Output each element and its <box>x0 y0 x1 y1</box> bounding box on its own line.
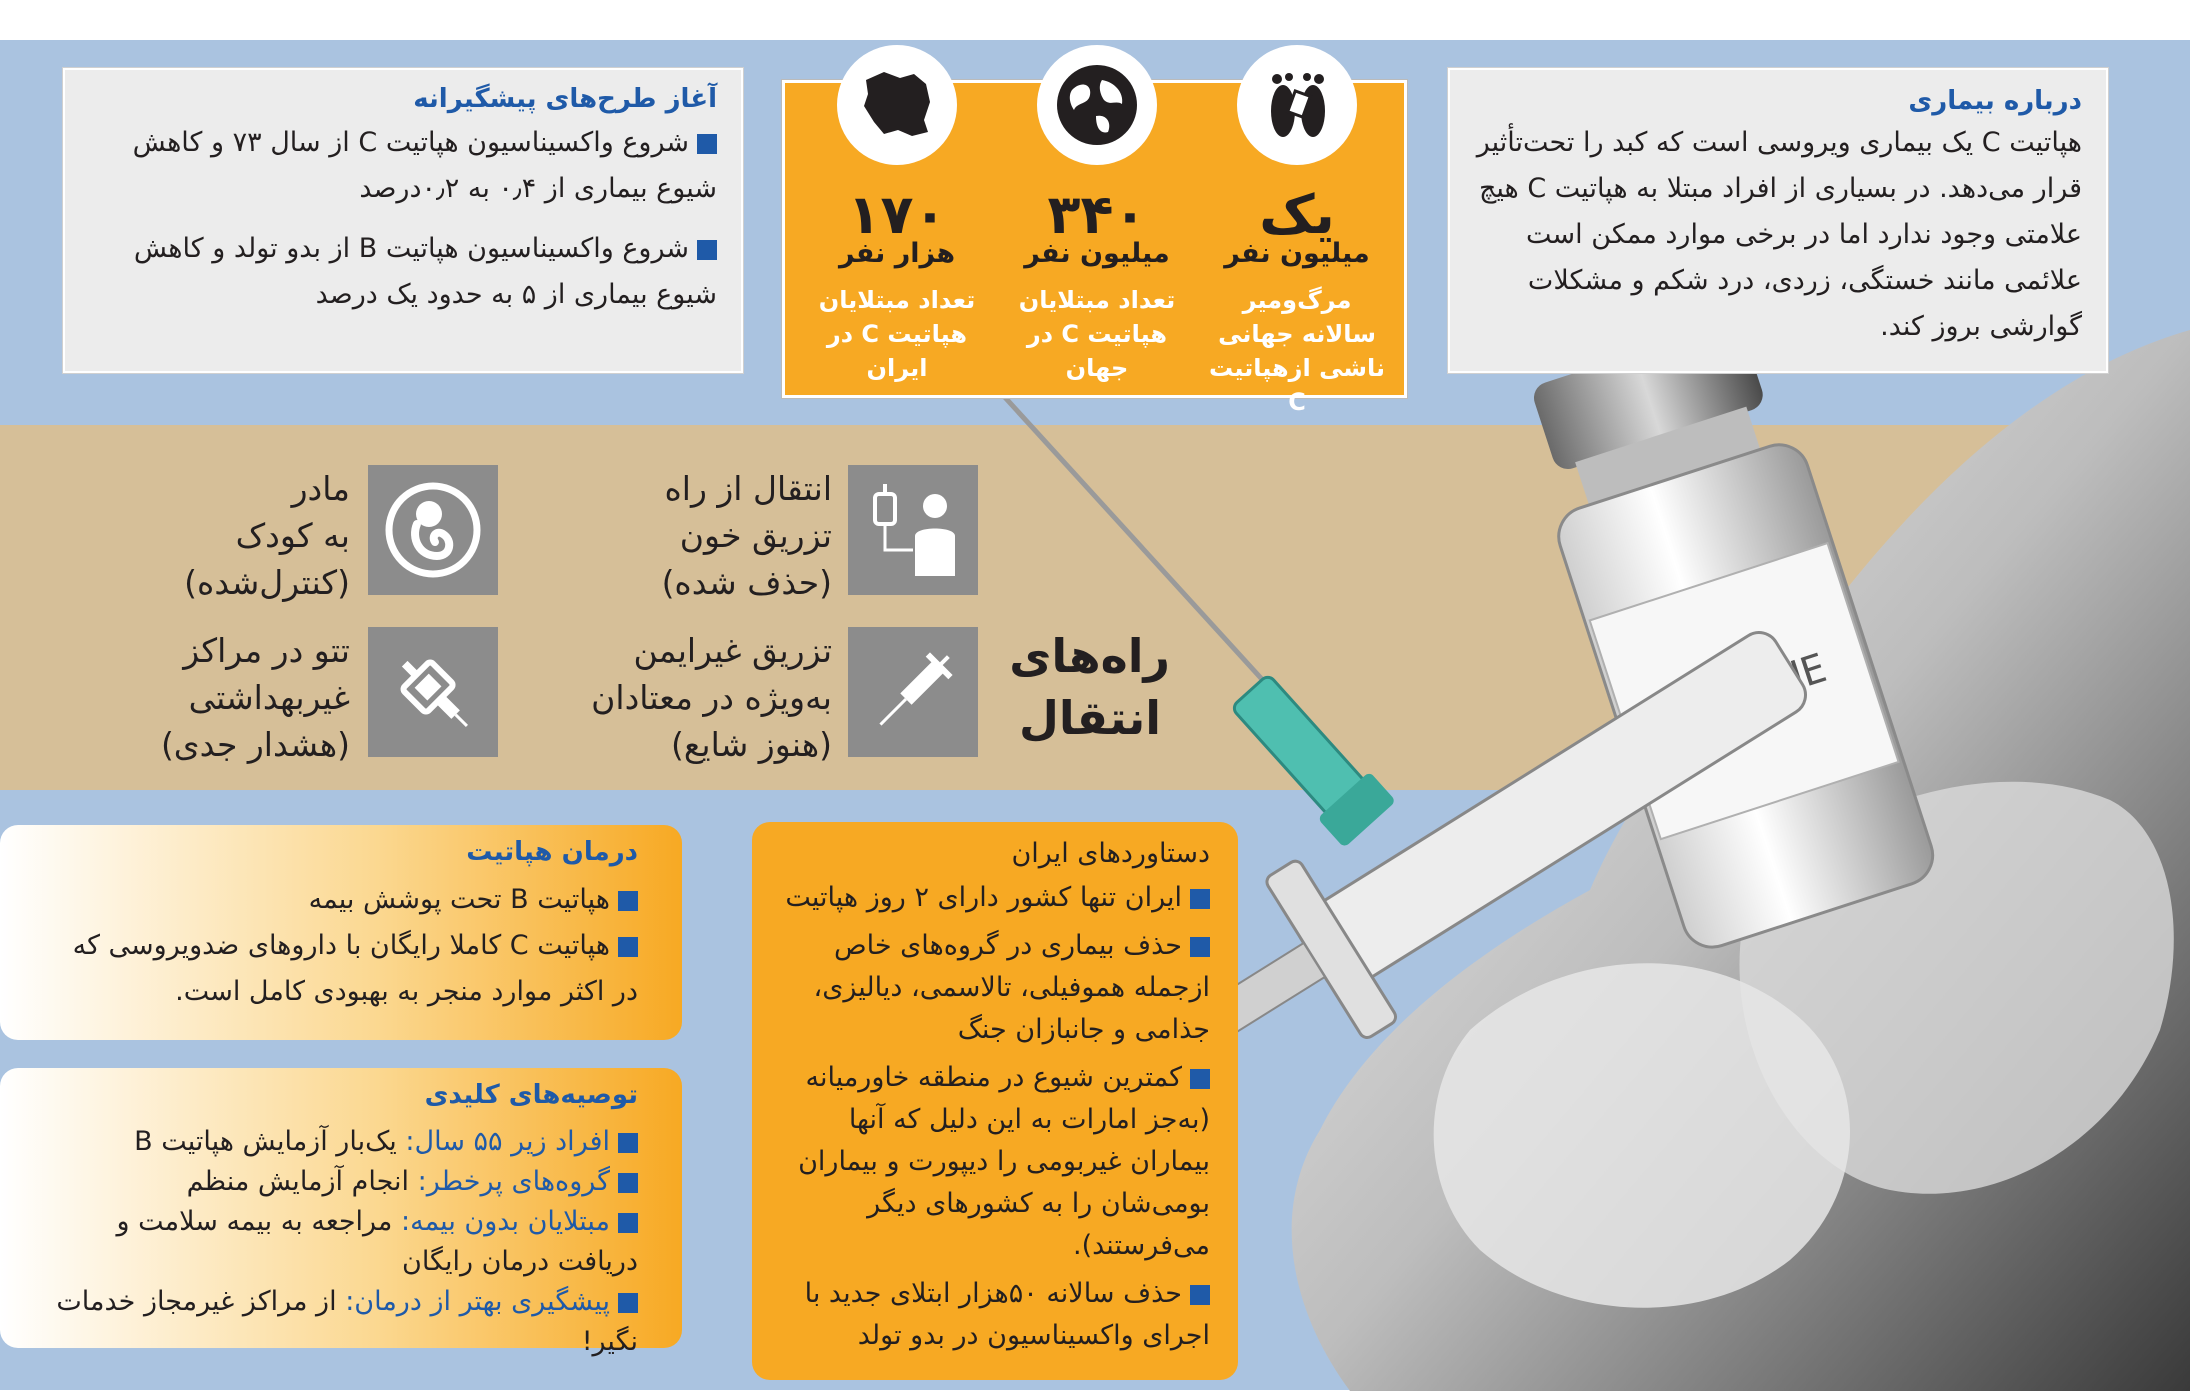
list-item: حذف سالانه ۵۰هزار ابتلای جدید با اجرای واکسیناسیون در بدو تولد <box>804 1278 1210 1351</box>
square-bullet-icon <box>1190 1285 1210 1305</box>
route-blood-transfusion: انتقال از راه تزریق خون (حذف شده) <box>661 469 832 602</box>
square-bullet-icon <box>1190 1069 1210 1089</box>
list-item: ایران تنها کشور دارای ۲ روز هپاتیت <box>780 877 1210 919</box>
list-item: هپاتیت B تحت پوشش بیمه <box>44 877 638 923</box>
stat-number: ۳۴۰ <box>1047 183 1147 246</box>
list-item: گروه‌های پرخطر: انجام آزمایش منظم <box>44 1162 638 1202</box>
stat-number: یک <box>1259 183 1335 246</box>
stat-global-patients <box>1002 83 1192 401</box>
stat-description: تعداد مبتلایان هپاتیت C در ایران <box>818 286 976 382</box>
iran-map-icon <box>837 45 957 165</box>
treatment-box <box>0 825 682 1040</box>
square-bullet-icon <box>697 240 717 260</box>
square-bullet-icon <box>618 891 638 911</box>
square-bullet-icon <box>1190 889 1210 909</box>
treatment-title: درمان هپاتیت <box>466 837 638 867</box>
route-unsafe-injection: تزریق غیرایمن به‌ویژه در معتادان (هنوز شایع) <box>591 631 832 764</box>
stats-card <box>782 80 1407 416</box>
list-item: هپاتیت C کاملا رایگان با داروهای ضدویروسی که در اکثر موارد منجر به بهبودی کامل است. <box>72 930 638 1007</box>
stat-unit: هزار نفر <box>838 238 956 269</box>
square-bullet-icon <box>618 1213 638 1233</box>
stat-unit: میلیون نفر <box>1224 238 1370 269</box>
square-bullet-icon <box>618 1173 638 1193</box>
square-bullet-icon <box>618 1293 638 1313</box>
list-item: شروع واکسیناسیون هپاتیت B از بدو تولد و کاهش شیوع بیماری از ۵ به حدود یک درصد <box>133 233 717 310</box>
recommendations-box <box>0 1068 682 1357</box>
about-disease-title: درباره بیماری <box>1908 86 2082 116</box>
globe-icon <box>1037 45 1157 165</box>
prevention-box <box>63 68 743 373</box>
route-mother-to-child: مادر به کودک (کنترل‌شده) <box>184 469 350 602</box>
footprints-toe-tag-icon <box>1237 45 1357 165</box>
prevention-title: آغاز طرح‌های پیشگیرانه <box>413 84 717 114</box>
stat-number: ۱۷۰ <box>847 183 947 246</box>
stat-description: مرگ‌ومیر سالانه جهانی ناشی ازهپاتیت C <box>1209 286 1385 416</box>
stat-iran-patients <box>802 83 992 401</box>
tattoo-machine-icon <box>368 627 498 757</box>
about-disease-box <box>1448 68 2108 373</box>
list-item: کمترین شیوع در منطقه خاورمیانه (به‌جز امارات به این دلیل که آنها بیماران غیربومی را دیپورت و بیماران بومی‌شان را به کشورهای دیگر می‌فرستند). <box>798 1062 1210 1261</box>
list-item: پیشگیری بهتر از درمان: از مراکز غیرمجاز خدمات نگیر! <box>56 1286 638 1357</box>
fetus-icon <box>368 465 498 595</box>
iran-achievements-box <box>752 822 1238 1380</box>
blood-transfusion-icon <box>848 465 978 595</box>
route-tattoo: تتو در مراکز غیربهداشتی (هشدار جدی) <box>160 631 350 764</box>
about-disease-text: هپاتیت C یک بیماری ویروسی است که کبد را تحت‌تأثیر قرار می‌دهد. در بسیاری از افراد مبتلا به هپاتیت C هیچ علامتی وجود ندارد اما در برخی موارد ممکن است علائمی مانند خستگی، زردی، درد شکم و مشکلات گوارشی بروز کند. <box>1476 127 2082 342</box>
stat-unit: میلیون نفر <box>1024 238 1170 269</box>
square-bullet-icon <box>1190 937 1210 957</box>
iran-achievements-title: دستاوردهای ایران <box>1011 838 1210 869</box>
square-bullet-icon <box>697 134 717 154</box>
list-item: شروع واکسیناسیون هپاتیت C از سال ۷۳ و کاهش شیوع بیماری از ۰٫۴ به ۰٫۲درصد <box>132 127 717 204</box>
list-item: افراد زیر ۵۵ سال: یک‌بار آزمایش هپاتیت B <box>44 1122 638 1162</box>
square-bullet-icon <box>618 937 638 957</box>
list-item: مبتلایان بدون بیمه: مراجعه به بیمه سلامت و دریافت درمان رایگان <box>116 1206 638 1277</box>
stat-global-deaths <box>1202 83 1392 416</box>
stat-description: تعداد مبتلایان هپاتیت C در جهان <box>1018 286 1176 382</box>
list-item: حذف بیماری در گروه‌های خاص ازجمله هموفیلی، تالاسمی، دیالیزی، جذامی و جانبازان جنگ <box>813 930 1210 1045</box>
transmission-title: راه‌های انتقال <box>1009 629 1170 745</box>
syringe-icon <box>848 627 978 757</box>
recommendations-title: توصیه‌های کلیدی <box>424 1080 638 1110</box>
square-bullet-icon <box>618 1133 638 1153</box>
